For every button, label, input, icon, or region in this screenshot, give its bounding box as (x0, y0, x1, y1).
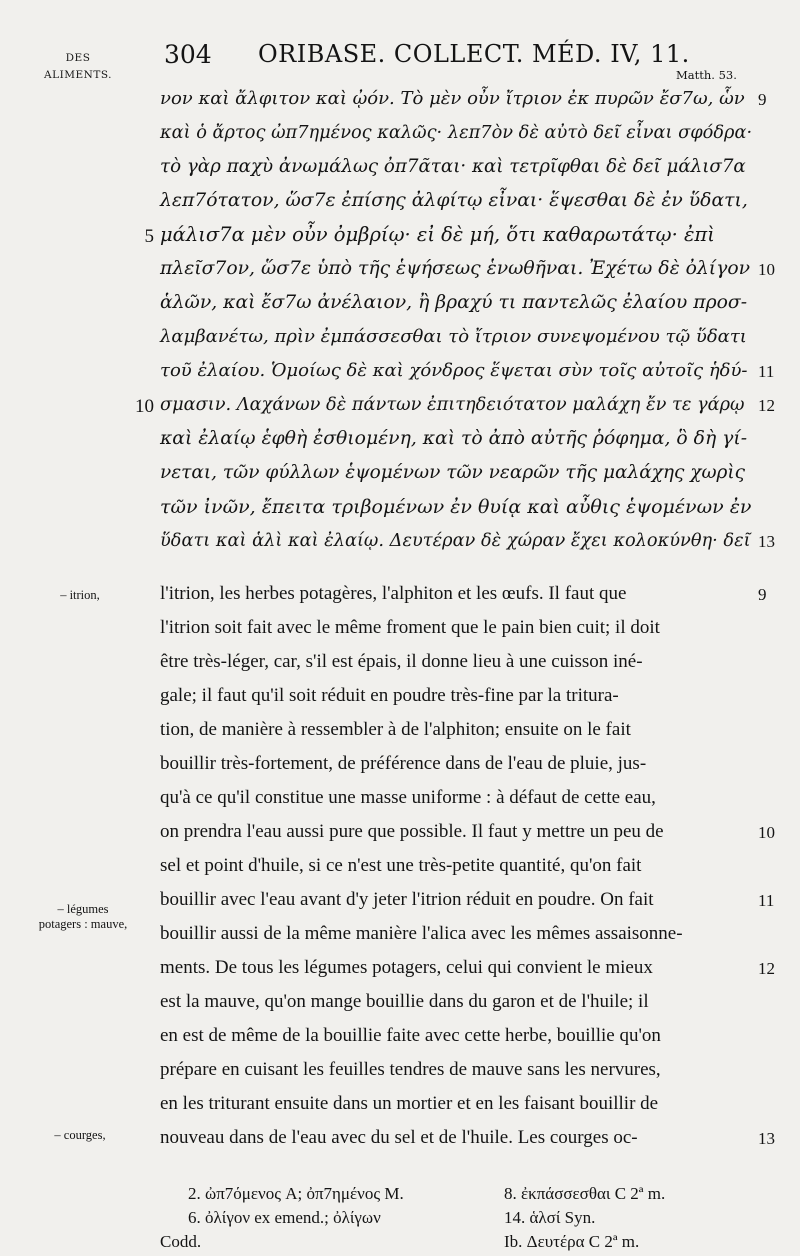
footnote-line: 6. ὀλίγον ex emend.; ὀλίγων (188, 1208, 381, 1227)
running-head-text: DES ALIMENTS. (44, 52, 112, 81)
french-line: qu'à ce qu'il constitue une masse uniforme : à défaut de cette eau, (160, 787, 656, 808)
greek-right-number: 9 (758, 90, 767, 109)
greek-right-number: 12 (758, 396, 775, 415)
french-line: on prendra l'eau aussi pure que possible. Il faut y mettre un peu de (160, 821, 664, 842)
greek-line: πλεῖσ7ον, ὥσ7ε ὑπὸ τῆς ἑψήσεως ἑνωθῆναι. Ἐχέτω δὲ ὀλίγον (160, 258, 751, 279)
french-right-number: 12 (758, 959, 775, 978)
greek-right-number: 11 (758, 362, 775, 381)
footnote-line: Ib. Δευτέρα C 2ª m. (504, 1232, 640, 1251)
french-right-number: 13 (758, 1129, 775, 1148)
french-line: en est de même de la bouillie faite avec cette herbe, bouillie qu'on (160, 1025, 661, 1046)
french-right-number: 10 (758, 823, 775, 842)
french-right-number: 11 (758, 891, 775, 910)
footnote-line: 2. ὠπ7όμενος A; ὀπ7ημένος M. (188, 1184, 404, 1203)
french-line: être très-léger, car, s'il est épais, il donne lieu à une cuisson iné- (160, 651, 643, 672)
french-line: en les triturant ensuite dans un mortier et en les faisant bouillir de (160, 1093, 659, 1114)
greek-line: σμασιν. Λαχάνων δὲ πάντων ἐπιτηδειότατον μαλάχη ἔν τε γάρῳ (160, 395, 745, 415)
greek-line: νον καὶ ἄλφιτον καὶ ᾠόν. Τὸ μὲν οὖν ἴτριον ἐκ πυρῶν ἔσ7ω, ὧν (160, 88, 745, 109)
french-line: nouveau dans de l'eau avec du sel et de l'huile. Les courges oc- (160, 1127, 638, 1148)
greek-line: καὶ ὁ ἄρτος ὠπ7ημένος καλῶς· λεπ7ὸν δὲ αὐτὸ δεῖ εἶναι σφόδρα· (160, 123, 753, 143)
margin-note-itrion: – itrion, (60, 588, 100, 602)
matthaei-reference: Matth. 53. (676, 68, 737, 82)
greek-line: τῶν ἰνῶν, ἔπειτα τριβομένων ἐν θυίᾳ καὶ αὖθις ἑψομένων ἐν (160, 496, 752, 518)
greek-line: μάλισ7α μὲν οὖν ὀμβρίῳ· εἰ δὲ μή, ὅτι καθαρωτάτῳ· ἐπὶ (160, 223, 715, 246)
french-line: l'itrion, les herbes potagères, l'alphiton et les œufs. Il faut que (160, 583, 627, 604)
greek-line: λεπ7ότατον, ὥσ7ε ἐπίσης ἀλφίτῳ εἶναι· ἕψεσθαι δὲ ἐν ὕδατι, (160, 190, 748, 211)
greek-line: λαμβανέτω, πρὶν ἐμπάσσεσθαι τὸ ἴτριον συνεψομένου τῷ ὕδατι (160, 326, 747, 347)
french-line: bouillir avec l'eau avant d'y jeter l'itrion réduit en poudre. On fait (160, 889, 654, 910)
french-line: prépare en cuisant les feuilles tendres de mauve sans les nervures, (160, 1059, 661, 1080)
greek-line: ὕδατι καὶ ἁλὶ καὶ ἐλαίῳ. Δευτέραν δὲ χώραν ἔχει κολοκύνθη· δεῖ (160, 531, 751, 551)
greek-line-number: 5 (144, 226, 154, 247)
footnote-line: Codd. (160, 1232, 202, 1251)
running-title: ORIBASE. COLLECT. MÉD. IV, 11. (258, 40, 690, 68)
footnote-line: 14. ἁλσί Syn. (504, 1208, 596, 1227)
french-line: bouillir aussi de la même manière l'alica avec les mêmes assaisonne- (160, 923, 683, 944)
french-line: sel et point d'huile, si ce n'est une très-petite quantité, qu'on fait (160, 855, 642, 876)
french-line: tion, de manière à ressembler à de l'alphiton; ensuite on le fait (160, 719, 631, 740)
french-line: l'itrion soit fait avec le même froment que le pain bien cuit; il doit (160, 617, 660, 638)
greek-line: ἁλῶν, καὶ ἔσ7ω ἀνέλαιον, ἢ βραχύ τι παντελῶς ἐλαίου προσ- (160, 292, 748, 313)
greek-line: τοῦ ἐλαίου. Ὁμοίως δὲ καὶ χόνδρος ἕψεται σὺν τοῖς αὐτοῖς ἡδύ- (160, 360, 748, 381)
french-right-number: 9 (758, 585, 767, 604)
french-line: ments. De tous les légumes potagers, celui qui convient le mieux (160, 957, 653, 978)
greek-line-number: 10 (135, 396, 154, 417)
margin-note-courges: – courges, (54, 1128, 106, 1142)
french-line: bouillir très-fortement, de préférence dans de l'eau de pluie, jus- (160, 753, 647, 774)
page-number: 304 (164, 40, 212, 69)
greek-right-number: 13 (758, 532, 775, 551)
running-head-left (38, 50, 118, 84)
greek-right-number: 10 (758, 260, 775, 279)
greek-line: τὸ γὰρ παχὺ ἀνωμάλως ὀπ7ᾶται· καὶ τετρῖφθαι δὲ δεῖ μάλισ7α (160, 156, 746, 177)
footnote-line: 8. ἐκπάσσεσθαι C 2ª m. (504, 1184, 666, 1203)
greek-line: καὶ ἐλαίῳ ἑφθὴ ἐσθιομένη, καὶ τὸ ἀπὸ αὐτῆς ῥόφημα, ὃ δὴ γί- (160, 428, 748, 449)
margin-note-legumes: – légumes potagers : mauve, (38, 902, 128, 931)
french-line: gale; il faut qu'il soit réduit en poudre très-fine par la tritura- (160, 685, 619, 706)
french-line: est la mauve, qu'on mange bouillie dans du garon et de l'huile; il (160, 991, 649, 1012)
greek-line: νεται, τῶν φύλλων ἑψομένων τῶν νεαρῶν τῆς μαλάχης χωρὶς (160, 462, 746, 483)
